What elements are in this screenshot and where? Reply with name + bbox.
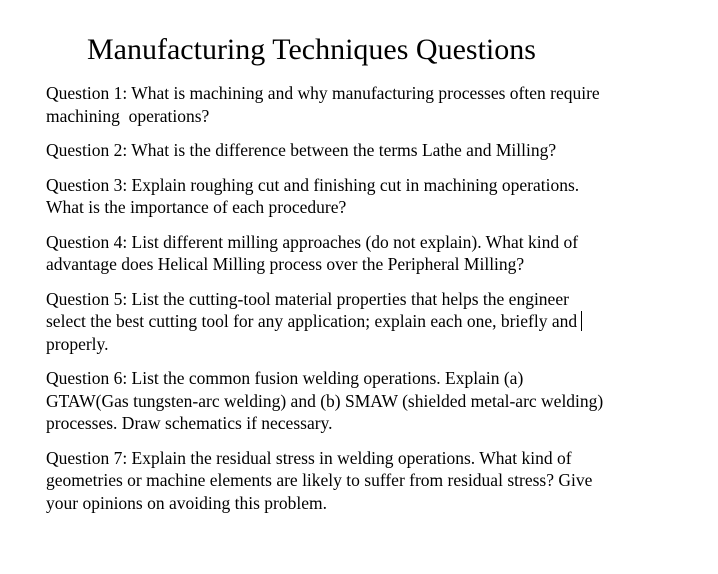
- question-4: [46, 231, 706, 276]
- question-text-line: What is the importance of each procedure?: [46, 197, 347, 217]
- question-text-line: Question 6: List the common fusion welding operations. Explain (a): [46, 368, 524, 388]
- question-text-line: Question 5: List the cutting-tool material properties that helps the engineer: [46, 288, 569, 309]
- question-1: [46, 82, 706, 127]
- question-text-line: properly.: [46, 333, 109, 354]
- question-text-line: machining operations?: [46, 105, 210, 126]
- question-text-line: Question 7: Explain the residual stress in welding operations. What kind of: [46, 447, 572, 468]
- question-3: [46, 174, 706, 219]
- question-text-line: advantage does Helical Milling process over the Peripheral Milling?: [46, 254, 525, 274]
- question-text-line: [46, 310, 706, 333]
- question-text-line: Question 3: Explain roughing cut and finishing cut in machining operations.: [46, 174, 580, 195]
- question-text-line: Question 1: What is machining and why manufacturing processes often require: [46, 83, 600, 103]
- question-list: [46, 82, 706, 526]
- question-text-line: processes. Draw schematics if necessary.: [46, 413, 333, 433]
- question-text-line: Question 2: What is the difference between the terms Lathe and Milling?: [46, 140, 557, 160]
- question-text-line: GTAW(Gas tungsten-arc welding) and (b) SMAW (shielded metal-arc welding): [46, 390, 604, 411]
- question-text-line: your opinions on avoiding this problem.: [46, 492, 327, 513]
- question-text-line: Question 4: List different milling approaches (do not explain). What kind of: [46, 231, 579, 252]
- question-5: [46, 288, 706, 356]
- question-7: [46, 447, 706, 515]
- question-6: [46, 367, 706, 435]
- question-text-fragment: select the best cutting tool for any application; explain each one, briefly and: [46, 311, 578, 331]
- text-cursor[interactable]: [581, 311, 582, 331]
- question-text-line: geometries or machine elements are likely to suffer from residual stress? Give: [46, 470, 593, 490]
- question-2: [46, 139, 706, 162]
- page-title: Manufacturing Techniques Questions: [87, 33, 536, 66]
